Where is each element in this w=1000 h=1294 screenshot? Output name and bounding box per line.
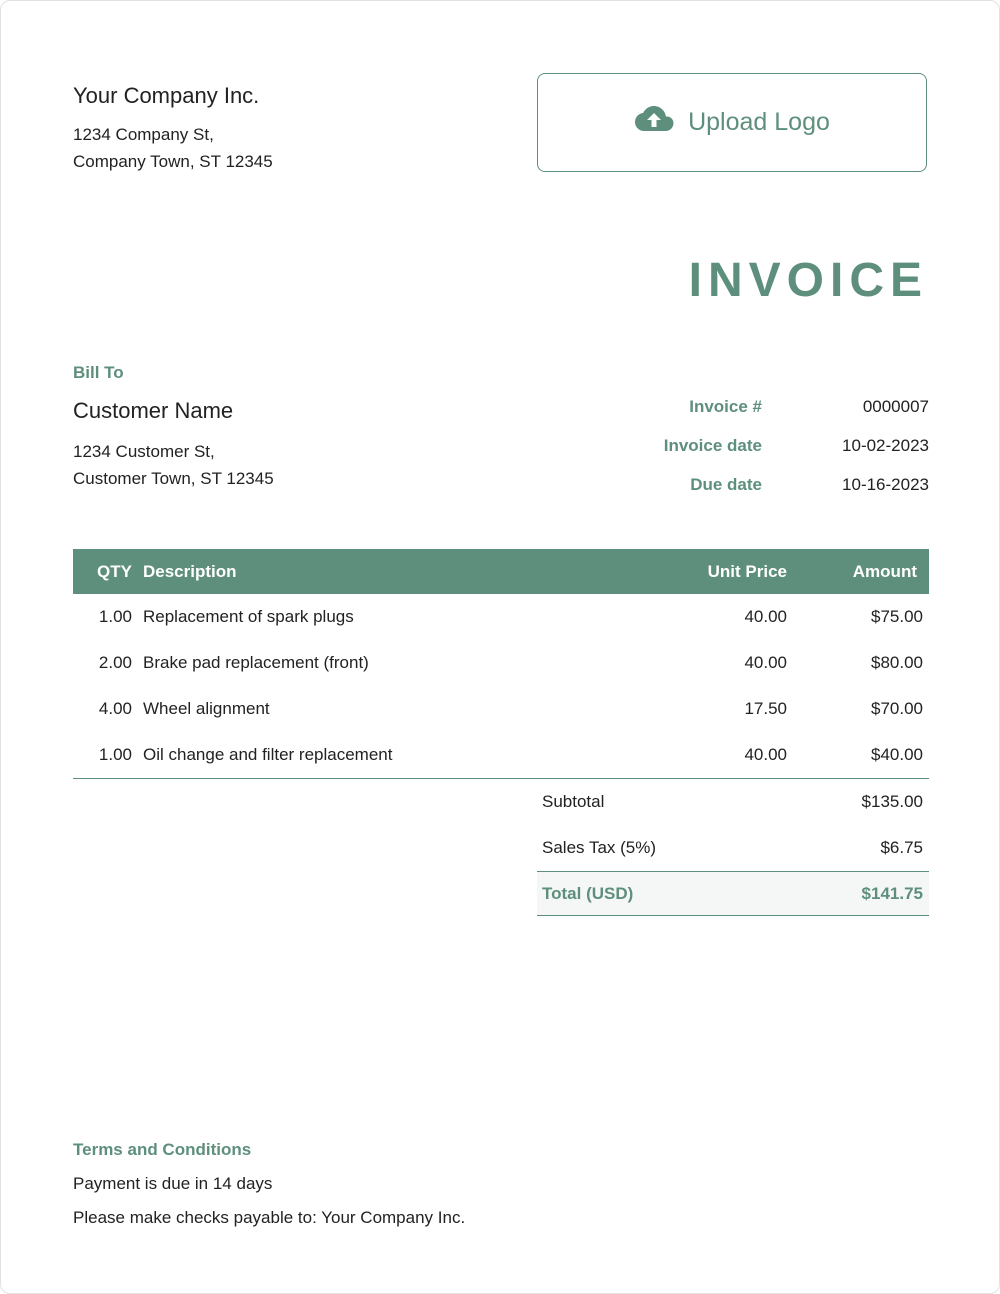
total-label: Total (USD) bbox=[542, 883, 634, 903]
row-unit-price: 40.00 bbox=[744, 653, 787, 672]
row-qty: 1.00 bbox=[73, 732, 132, 779]
header-qty: QTY bbox=[97, 561, 132, 581]
invoice-date-label: Invoice date bbox=[663, 435, 762, 455]
row-qty: 2.00 bbox=[98, 653, 132, 672]
total-value: $141.75 bbox=[861, 883, 923, 903]
row-amount: $75.00 bbox=[871, 607, 923, 626]
row-unit-price: 17.50 bbox=[744, 699, 787, 718]
table-row[interactable] bbox=[73, 686, 929, 732]
total-row bbox=[537, 871, 929, 916]
customer-address-line2: Customer Town, ST 12345 bbox=[73, 469, 274, 488]
row-amount: $80.00 bbox=[871, 653, 923, 672]
due-date-row bbox=[601, 465, 929, 504]
company-address-line1: 1234 Company St, bbox=[73, 125, 214, 144]
table-header-row bbox=[73, 549, 929, 594]
row-qty: 1.00 bbox=[98, 607, 132, 626]
row-qty: 4.00 bbox=[98, 699, 132, 718]
customer-address-line1: 1234 Customer St, bbox=[73, 442, 215, 461]
header-amount: Amount bbox=[852, 561, 917, 581]
table-row[interactable] bbox=[73, 732, 929, 779]
invoice-number-value[interactable]: 0000007 bbox=[862, 396, 929, 416]
invoice-date-value[interactable]: 10-02-2023 bbox=[842, 435, 929, 455]
row-unit-price: 40.00 bbox=[647, 732, 787, 779]
totals-section bbox=[537, 779, 929, 916]
upload-logo-label: Upload Logo bbox=[688, 108, 830, 136]
cloud-upload-icon bbox=[634, 104, 674, 141]
due-date-label: Due date bbox=[690, 474, 762, 494]
sales-tax-value: $6.75 bbox=[880, 838, 923, 857]
row-description: Wheel alignment bbox=[143, 699, 270, 718]
row-description: Replacement of spark plugs bbox=[143, 607, 354, 626]
terms-line-2[interactable]: Please make checks payable to: Your Company Inc. bbox=[73, 1208, 466, 1227]
customer-name[interactable]: Customer Name bbox=[73, 398, 234, 423]
invoice-number-label: Invoice # bbox=[689, 396, 762, 416]
row-amount: $40.00 bbox=[787, 732, 929, 779]
row-description: Brake pad replacement (front) bbox=[143, 653, 369, 672]
line-items-table bbox=[73, 549, 929, 779]
invoice-title: INVOICE bbox=[688, 254, 928, 307]
customer-address[interactable] bbox=[73, 438, 274, 492]
terms-line-1[interactable]: Payment is due in 14 days bbox=[73, 1174, 273, 1193]
invoice-meta bbox=[601, 387, 929, 504]
row-description: Oil change and filter replacement bbox=[132, 732, 647, 779]
subtotal-label: Subtotal bbox=[542, 792, 605, 811]
sales-tax-row bbox=[537, 825, 929, 871]
invoice-date-row bbox=[601, 426, 929, 465]
terms-title: Terms and Conditions bbox=[73, 1140, 252, 1159]
table-row[interactable] bbox=[73, 594, 929, 640]
invoice-number-row bbox=[601, 387, 929, 426]
bill-to-label: Bill To bbox=[73, 363, 124, 382]
row-amount: $70.00 bbox=[871, 699, 923, 718]
subtotal-row bbox=[537, 779, 929, 825]
row-unit-price: 40.00 bbox=[744, 607, 787, 626]
header-unit-price: Unit Price bbox=[707, 561, 787, 581]
due-date-value[interactable]: 10-16-2023 bbox=[842, 474, 929, 494]
company-address[interactable] bbox=[73, 121, 273, 175]
sales-tax-label[interactable]: Sales Tax (5%) bbox=[542, 838, 657, 857]
subtotal-value: $135.00 bbox=[861, 792, 923, 811]
company-address-line2: Company Town, ST 12345 bbox=[73, 152, 273, 171]
upload-logo-button[interactable] bbox=[537, 73, 927, 172]
company-name[interactable]: Your Company Inc. bbox=[73, 83, 260, 108]
header-description: Description bbox=[143, 561, 237, 581]
table-row[interactable] bbox=[73, 640, 929, 686]
